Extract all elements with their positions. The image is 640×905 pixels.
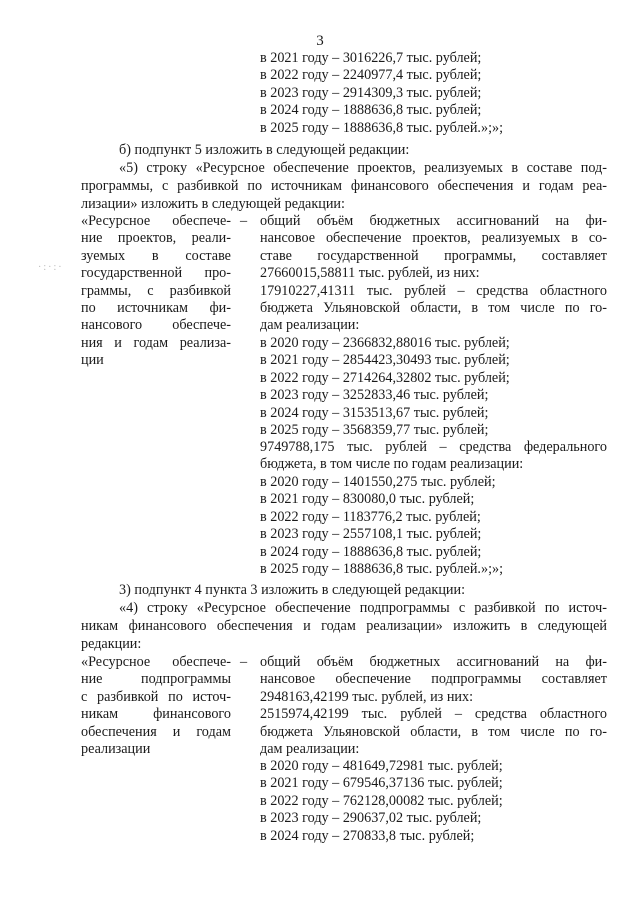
list-item: в 2020 году – 481649,72981 тыс. рублей;	[260, 758, 503, 774]
table2-left-cell	[81, 654, 231, 758]
paragraph-4-line-1: «4) строку «Ресурсное обеспечение подпрограммы с разбивкой по источ-	[119, 600, 607, 616]
paragraph-5-line-1: «5) строку «Ресурсное обеспечение проектов, реализуемых в составе под-	[119, 160, 607, 176]
table2-left-line: «Ресурсное обеспече-	[81, 654, 231, 670]
table1-federal	[260, 439, 607, 474]
list-item: в 2022 году – 2240977,4 тыс. рублей;	[260, 67, 482, 84]
table1-left-line: нансового обеспече-	[81, 317, 231, 334]
table1-left-line: по источникам фи-	[81, 299, 231, 316]
list-item: в 2021 году – 830080,0 тыс. рублей;	[260, 491, 475, 508]
paragraph-3: 3) подпункт 4 пункта 3 изложить в следующей редакции:	[119, 582, 466, 598]
scan-specks: ·:·:·	[38, 262, 64, 273]
table1-federal-line: бюджета, в том числе по годам реализации:	[260, 456, 524, 473]
table2-dash: –	[240, 654, 248, 670]
table1-right-line: общий объём бюджетных ассигнований на фи-	[260, 213, 607, 229]
list-item: в 2021 году – 3016226,7 тыс. рублей;	[260, 50, 482, 66]
table1-left-cell	[81, 213, 231, 370]
table1-right-line: бюджета Ульяновской области, в том числе по го-	[260, 299, 607, 316]
list-item: в 2024 году – 1888636,8 тыс. рублей;	[260, 102, 482, 119]
list-item: в 2025 году – 3568359,77 тыс. рублей;	[260, 421, 489, 438]
list-item: в 2023 году – 3252833,46 тыс. рублей;	[260, 387, 489, 404]
table1-regional-years	[260, 335, 510, 439]
list-item: в 2021 году – 2854423,30493 тыс. рублей;	[260, 352, 510, 369]
table2-left-line: обеспечения и годам	[81, 723, 231, 740]
list-item: в 2023 году – 290637,02 тыс. рублей;	[260, 810, 482, 827]
list-item: в 2024 году – 1888636,8 тыс. рублей;	[260, 543, 482, 560]
paragraph-4-line-2: никам финансового обеспечения и годам реализации» изложить в следующей	[81, 618, 607, 634]
top-year-list	[260, 50, 503, 137]
list-item: в 2022 году – 1183776,2 тыс. рублей;	[260, 508, 481, 525]
table1-left-line: «Ресурсное обеспече-	[81, 213, 231, 229]
paragraph-4-line-3: редакции:	[81, 636, 142, 652]
list-item: в 2024 году – 3153513,67 тыс. рублей;	[260, 404, 489, 421]
table1-left-line: ния и годам реализа-	[81, 334, 231, 351]
table2-right-line: 2515974,42199 тыс. рублей – средства областного	[260, 706, 607, 723]
table2-right-line: дам реализации:	[260, 740, 360, 757]
paragraph-5-line-2: программы, с разбивкой по источникам финансового обеспечения и годам реа-	[81, 178, 607, 194]
table1-right-line: дам реализации:	[260, 317, 360, 334]
page-number: 3	[316, 33, 324, 49]
list-item: в 2021 году – 679546,37136 тыс. рублей;	[260, 775, 503, 792]
table2-left-line: реализации	[81, 740, 151, 757]
table2-years	[260, 758, 503, 845]
table1-right-line: 27660015,58811 тыс. рублей, из них:	[260, 265, 480, 282]
list-item: в 2020 году – 1401550,275 тыс. рублей;	[260, 474, 496, 490]
list-item: в 2023 году – 2557108,1 тыс. рублей;	[260, 526, 482, 543]
table1-left-line: государственной про-	[81, 265, 231, 282]
list-item: в 2024 году – 270833,8 тыс. рублей;	[260, 827, 475, 844]
table1-right-line: нансовое обеспечение проектов, реализуемых в со-	[260, 230, 607, 247]
paragraph-b: б) подпункт 5 изложить в следующей редакции:	[119, 142, 410, 158]
list-item: в 2025 году – 1888636,8 тыс. рублей.»;»;	[260, 560, 504, 577]
table1-federal-line: 9749788,175 тыс. рублей – средства федерального	[260, 439, 607, 455]
table1-dash: –	[240, 213, 248, 229]
table2-right-cell	[260, 654, 607, 758]
table1-federal-years	[260, 474, 503, 578]
table1-left-line: граммы, с разбивкой	[81, 282, 231, 299]
table1-right-line: ставе государственной программы, составляет	[260, 247, 607, 264]
table2-left-line: ние подпрограммы	[81, 671, 231, 688]
table1-right-line: 17910227,41311 тыс. рублей – средства областного	[260, 282, 607, 299]
paragraph-5-line-3: лизации» изложить в следующей редакции:	[81, 196, 345, 212]
list-item: в 2023 году – 2914309,3 тыс. рублей;	[260, 84, 482, 101]
table1-left-line: ции	[81, 352, 104, 369]
list-item: в 2022 году – 762128,00082 тыс. рублей;	[260, 792, 503, 809]
table1-right-cell	[260, 213, 607, 335]
list-item: в 2022 году – 2714264,32802 тыс. рублей;	[260, 369, 510, 386]
table1-left-line: зуемых в составе	[81, 247, 231, 264]
table2-left-line: с разбивкой по источ-	[81, 688, 231, 705]
table2-right-line: бюджета Ульяновской области, в том числе по го-	[260, 723, 607, 740]
table1-left-line: ние проектов, реали-	[81, 230, 231, 247]
table2-right-line: 2948163,42199 тыс. рублей, из них:	[260, 688, 474, 705]
table2-right-line: общий объём бюджетных ассигнований на фи-	[260, 654, 607, 670]
table2-left-line: никам финансового	[81, 706, 231, 723]
list-item: в 2025 году – 1888636,8 тыс. рублей.»;»;	[260, 119, 504, 136]
table2-right-line: нансовое обеспечение подпрограммы составляет	[260, 671, 607, 688]
list-item: в 2020 году – 2366832,88016 тыс. рублей;	[260, 335, 510, 351]
